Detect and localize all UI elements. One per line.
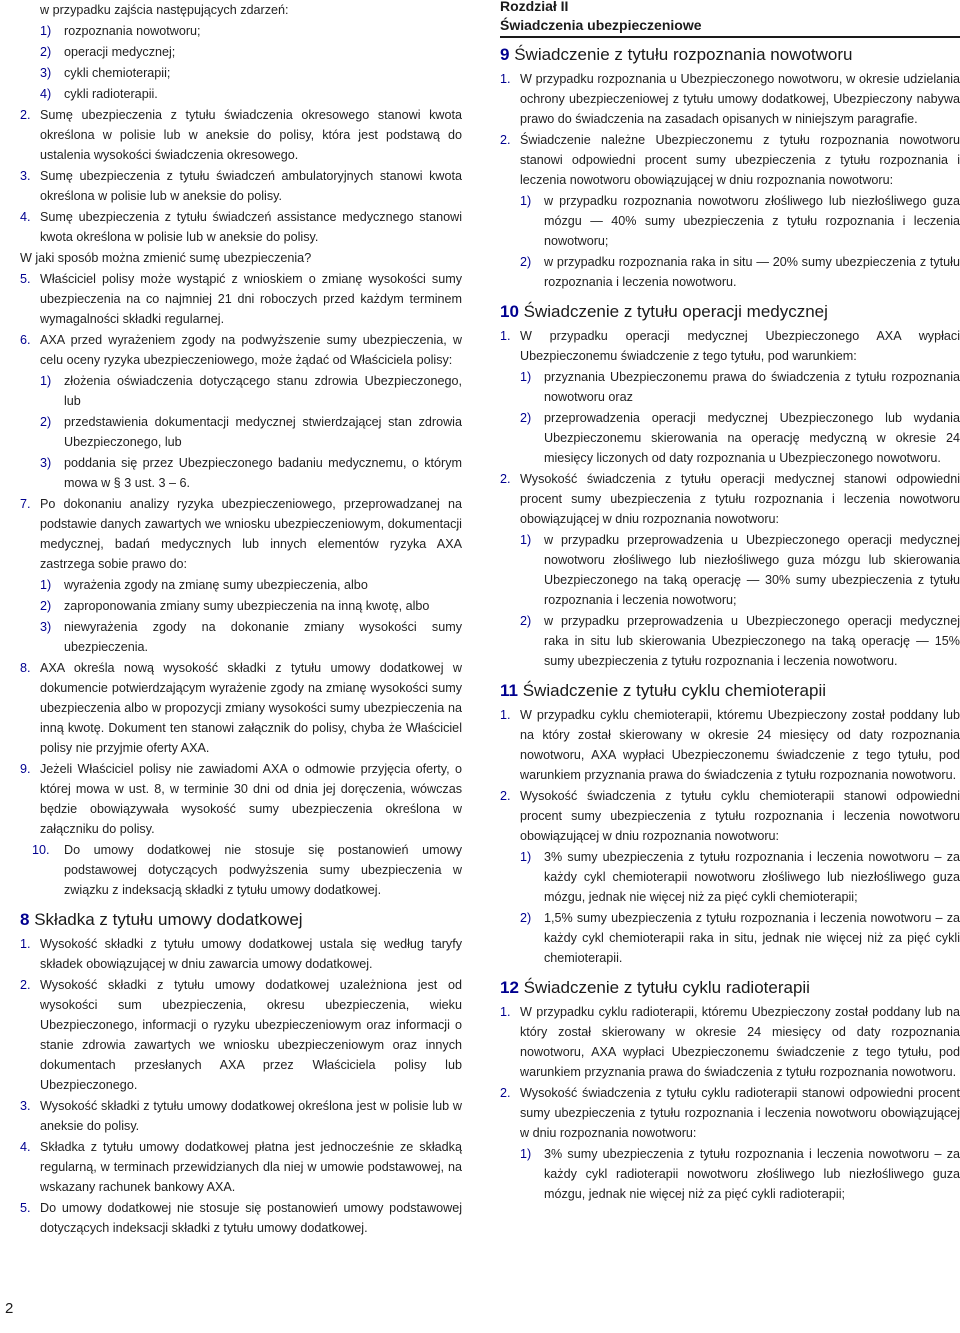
page-number: 2 (5, 1300, 14, 1317)
paragraph: 3. Sumę ubezpieczenia z tytułu świadczeń ambulatoryjnych stanowi kwota określona w polisie lub w aneksie do polisy. (20, 169, 462, 203)
list-item: 1) rozpoznania nowotworu; (40, 24, 201, 38)
list-item: 1) przyznania Ubezpieczonemu prawa do świadczenia z tytułu rozpoznania nowotworu oraz (520, 370, 960, 404)
list-item: 1) 3% sumy ubezpieczenia z tytułu rozpoznania i leczenia nowotworu – za każdy cykl radioterapii nowotworu złośliwego lub niezłośliwego guza mózgu, jednak nie więcej niż za pięć cykli radioterapii; (520, 1147, 960, 1201)
section-heading: 9 Świadczenie z tytułu rozpoznania nowotworu (500, 45, 853, 64)
paragraph: 6. AXA przed wyrażeniem zgody na podwyższenie sumy ubezpieczenia, w celu oceny ryzyka ubezpieczeniowego, może żądać od Właściciela polisy: (20, 333, 462, 367)
paragraph: 4. Składka z tytułu umowy dodatkowej płatna jest jednocześnie ze składką regularną, w terminach przewidzianych dla niej w umowie podstawowej, na wskazany rachunek bankowy AXA. (20, 1140, 462, 1194)
section-heading: 8 Składka z tytułu umowy dodatkowej (20, 910, 303, 929)
paragraph: 1. W przypadku rozpoznania u Ubezpieczonego nowotworu, w okresie udzielania ochrony ubezpieczeniowej z tytułu umowy dodatkowej, Ubezpieczony nabywa prawo do świadczenia na zasadach opisanych w niniejszym paragrafie. (500, 72, 960, 126)
list-item: 1) w przypadku rozpoznania nowotworu złośliwego lub niezłośliwego guza mózgu — 40% sumy ubezpieczenia z tytułu rozpoznania i leczenia nowotworu; (520, 194, 960, 248)
paragraph: 3. Wysokość składki z tytułu umowy dodatkowej określona jest w polisie lub w aneksie do polisy. (20, 1099, 462, 1133)
paragraph: 2. Wysokość składki z tytułu umowy dodatkowej uzależniona jest od wysokości sum ubezpieczenia, okresu ubezpieczenia, wieku Ubezpieczonego, informacji o ryzyku ubezpieczeniowym oraz informacji o stanie zdrowia zawartych we wniosku ubezpieczeniowym oraz innych dokumentach przesłanych AXA przez Właściciela polisy lub Ubezpieczonego. (20, 978, 462, 1092)
chapter-label: Rozdział II (500, 0, 569, 14)
paragraph: 1. W przypadku operacji medycznej Ubezpieczonego AXA wypłaci Ubezpieczonemu świadczenie z tego tytułu, pod warunkiem: (500, 329, 960, 363)
paragraph: 4. Sumę ubezpieczenia z tytułu świadczeń assistance medycznego stanowi kwota określona w polisie lub w aneksie do polisy. (20, 210, 462, 244)
section-question: W jaki sposób można zmienić sumę ubezpieczenia? (20, 251, 312, 265)
paragraph: 2. Wysokość świadczenia z tytułu operacji medycznej stanowi odpowiedni procent sumy ubezpieczenia z tytułu rozpoznania i leczenia nowotworu obowiązującej w dniu rozpoznania nowotworu: (500, 472, 960, 526)
paragraph: 1. W przypadku cyklu radioterapii, któremu Ubezpieczony został poddany lub na który został skierowany w okresie 24 miesięcy od daty rozpoznania nowotworu, AXA wypłaci Ubezpieczonemu świadczenie z tego tytułu, pod warunkiem przyznania prawa do świadczenia z tytułu rozpoznania nowotworu. (500, 1005, 960, 1079)
list-item: 1) wyrażenia zgody na zmianę sumy ubezpieczenia, albo (40, 578, 368, 592)
list-item: 2) w przypadku rozpoznania raka in situ — 20% sumy ubezpieczenia z tytułu rozpoznania i leczenia nowotworu. (520, 255, 960, 289)
paragraph: 2. Wysokość świadczenia z tytułu cyklu chemioterapii stanowi odpowiedni procent sumy ubezpieczenia z tytułu rozpoznania i leczenia nowotworu obowiązującej w dniu rozpoznania nowotworu: (500, 789, 960, 843)
list-item: 2) operacji medycznej; (40, 45, 176, 59)
right-column (500, 0, 960, 1205)
paragraph: 1. Wysokość składki z tytułu umowy dodatkowej ustala się według taryfy składek obowiązującej w dniu zawarcia umowy dodatkowej. (20, 937, 462, 971)
paragraph: 2. Sumę ubezpieczenia z tytułu świadczenia okresowego stanowi kwota określona w polisie lub w aneksie do polisy, która jest podstawą do ustalenia wysokości świadczenia okresowego. (20, 108, 462, 162)
list-item: 2) w przypadku przeprowadzenia u Ubezpieczonego operacji medycznej raka in situ lub skierowania Ubezpieczonego na taką operację — 15% sumy ubezpieczenia z tytułu rozpoznania i leczenia nowotworu. (520, 614, 960, 668)
section-heading: 11 Świadczenie z tytułu cyklu chemioterapii (500, 681, 827, 700)
list-item: 2) 1,5% sumy ubezpieczenia z tytułu rozpoznania i leczenia nowotworu – za każdy cykl chemioterapii raka in situ, jednak nie więcej niż za pięć cykli chemioterapii. (520, 911, 960, 965)
paragraph: 9. Jeżeli Właściciel polisy nie zawiadomi AXA o odmowie przyjęcia oferty, o której mowa w ust. 8, w terminie 30 dni od dnia jej doręczenia, wówczas będzie obowiązywała wysokość sumy ubezpieczenia określona w załączniku do polisy. (20, 762, 462, 836)
events-intro: w przypadku zajścia następujących zdarzeń: (40, 3, 289, 17)
left-column (20, 0, 462, 1239)
paragraph: 2. Świadczenie należne Ubezpieczonemu z tytułu rozpoznania nowotworu stanowi odpowiedni procent sumy ubezpieczenia z tytułu rozpoznania i leczenia nowotworu obowiązującej w dniu rozpoznania nowotworu: (500, 133, 960, 187)
paragraph: 5. Właściciel polisy może wystąpić z wnioskiem o zmianę wysokości sumy ubezpieczenia na co najmniej 21 dni roboczych przed każdym terminem wymagalności składki regularnej. (20, 272, 462, 326)
list-item: 3) niewyrażenia zgody na dokonanie zmiany wysokości sumy ubezpieczenia. (40, 620, 462, 654)
list-item: 4) cykli radioterapii. (40, 87, 158, 101)
section-heading: 12 Świadczenie z tytułu cyklu radioterapii (500, 978, 810, 997)
paragraph: 7. Po dokonaniu analizy ryzyka ubezpieczeniowego, przeprowadzanej na podstawie danych zawartych we wniosku ubezpieczeniowym, dokumentacji medycznej, badań medycznych lub innych elementów ryzyka AXA zastrzega sobie prawo do: (20, 497, 462, 571)
list-item: 2) zaproponowania zmiany sumy ubezpieczenia na inną kwotę, albo (40, 599, 430, 613)
chapter-title: Świadczenia ubezpieczeniowe (500, 17, 702, 33)
list-item: 3) cykli chemioterapii; (40, 66, 171, 80)
paragraph: 5. Do umowy dodatkowej nie stosuje się postanowień umowy podstawowej dotyczących indeksacji składki z tytułu umowy dodatkowej. (20, 1201, 462, 1235)
list-item: 3) poddania się przez Ubezpieczonego badaniu medycznemu, o którym mowa w § 3 ust. 3 – 6. (40, 456, 462, 490)
list-item: 2) przeprowadzenia operacji medycznej Ubezpieczonego lub wydania Ubezpieczonemu skierowania na operację medyczną w okresie 24 miesięcy liczonych od daty rozpoznania u Ubezpieczonego nowotworu. (520, 411, 960, 465)
list-item: 1) złożenia oświadczenia dotyczącego stanu zdrowia Ubezpieczonego, lub (40, 374, 462, 408)
list-item: 1) w przypadku przeprowadzenia u Ubezpieczonego operacji medycznej nowotworu złośliwego lub niezłośliwego guza mózgu lub skierowania Ubezpieczonego na taką operację — 30% sumy ubezpieczenia z tytułu rozpoznania i leczenia nowotworu; (520, 533, 960, 607)
paragraph: 10. Do umowy dodatkowej nie stosuje się postanowień umowy podstawowej dotyczących podwyższenia sumy ubezpieczenia w związku z indeksacją składki z tytułu umowy dodatkowej. (32, 843, 462, 897)
paragraph: 2. Wysokość świadczenia z tytułu cyklu radioterapii stanowi odpowiedni procent sumy ubezpieczenia z tytułu rozpoznania i leczenia nowotworu obowiązującej w dniu rozpoznania nowotworu: (500, 1086, 960, 1140)
paragraph: 8. AXA określa nową wysokość składki z tytułu umowy dodatkowej w dokumencie potwierdzającym wyrażenie zgody na zmianę wysokości sumy ubezpieczenia albo w propozycji zmiany wysokości sumy ubezpieczenia na inną kwotę. Dokument ten stanowi załącznik do polisy, chyba że Właściciel polisy nie przyjmie oferty AXA. (20, 661, 462, 755)
paragraph: 1. W przypadku cyklu chemioterapii, któremu Ubezpieczony został poddany lub na który został skierowany w okresie 24 miesięcy od daty rozpoznania nowotworu, AXA wypłaci Ubezpieczonemu świadczenie z tego tytułu, pod warunkiem przyznania prawa do świadczenia z tytułu rozpoznania nowotworu. (500, 708, 960, 782)
list-item: 1) 3% sumy ubezpieczenia z tytułu rozpoznania i leczenia nowotworu – za każdy cykl chemioterapii nowotworu złośliwego lub niezłośliwego guza mózgu, jednak nie więcej niż za pięć cykli chemioterapii; (520, 850, 960, 904)
list-item: 2) przedstawienia dokumentacji medycznej stwierdzającej stan zdrowia Ubezpieczonego, lub (40, 415, 462, 449)
section-heading: 10 Świadczenie z tytułu operacji medycznej (500, 302, 828, 321)
chapter-divider (500, 36, 960, 38)
